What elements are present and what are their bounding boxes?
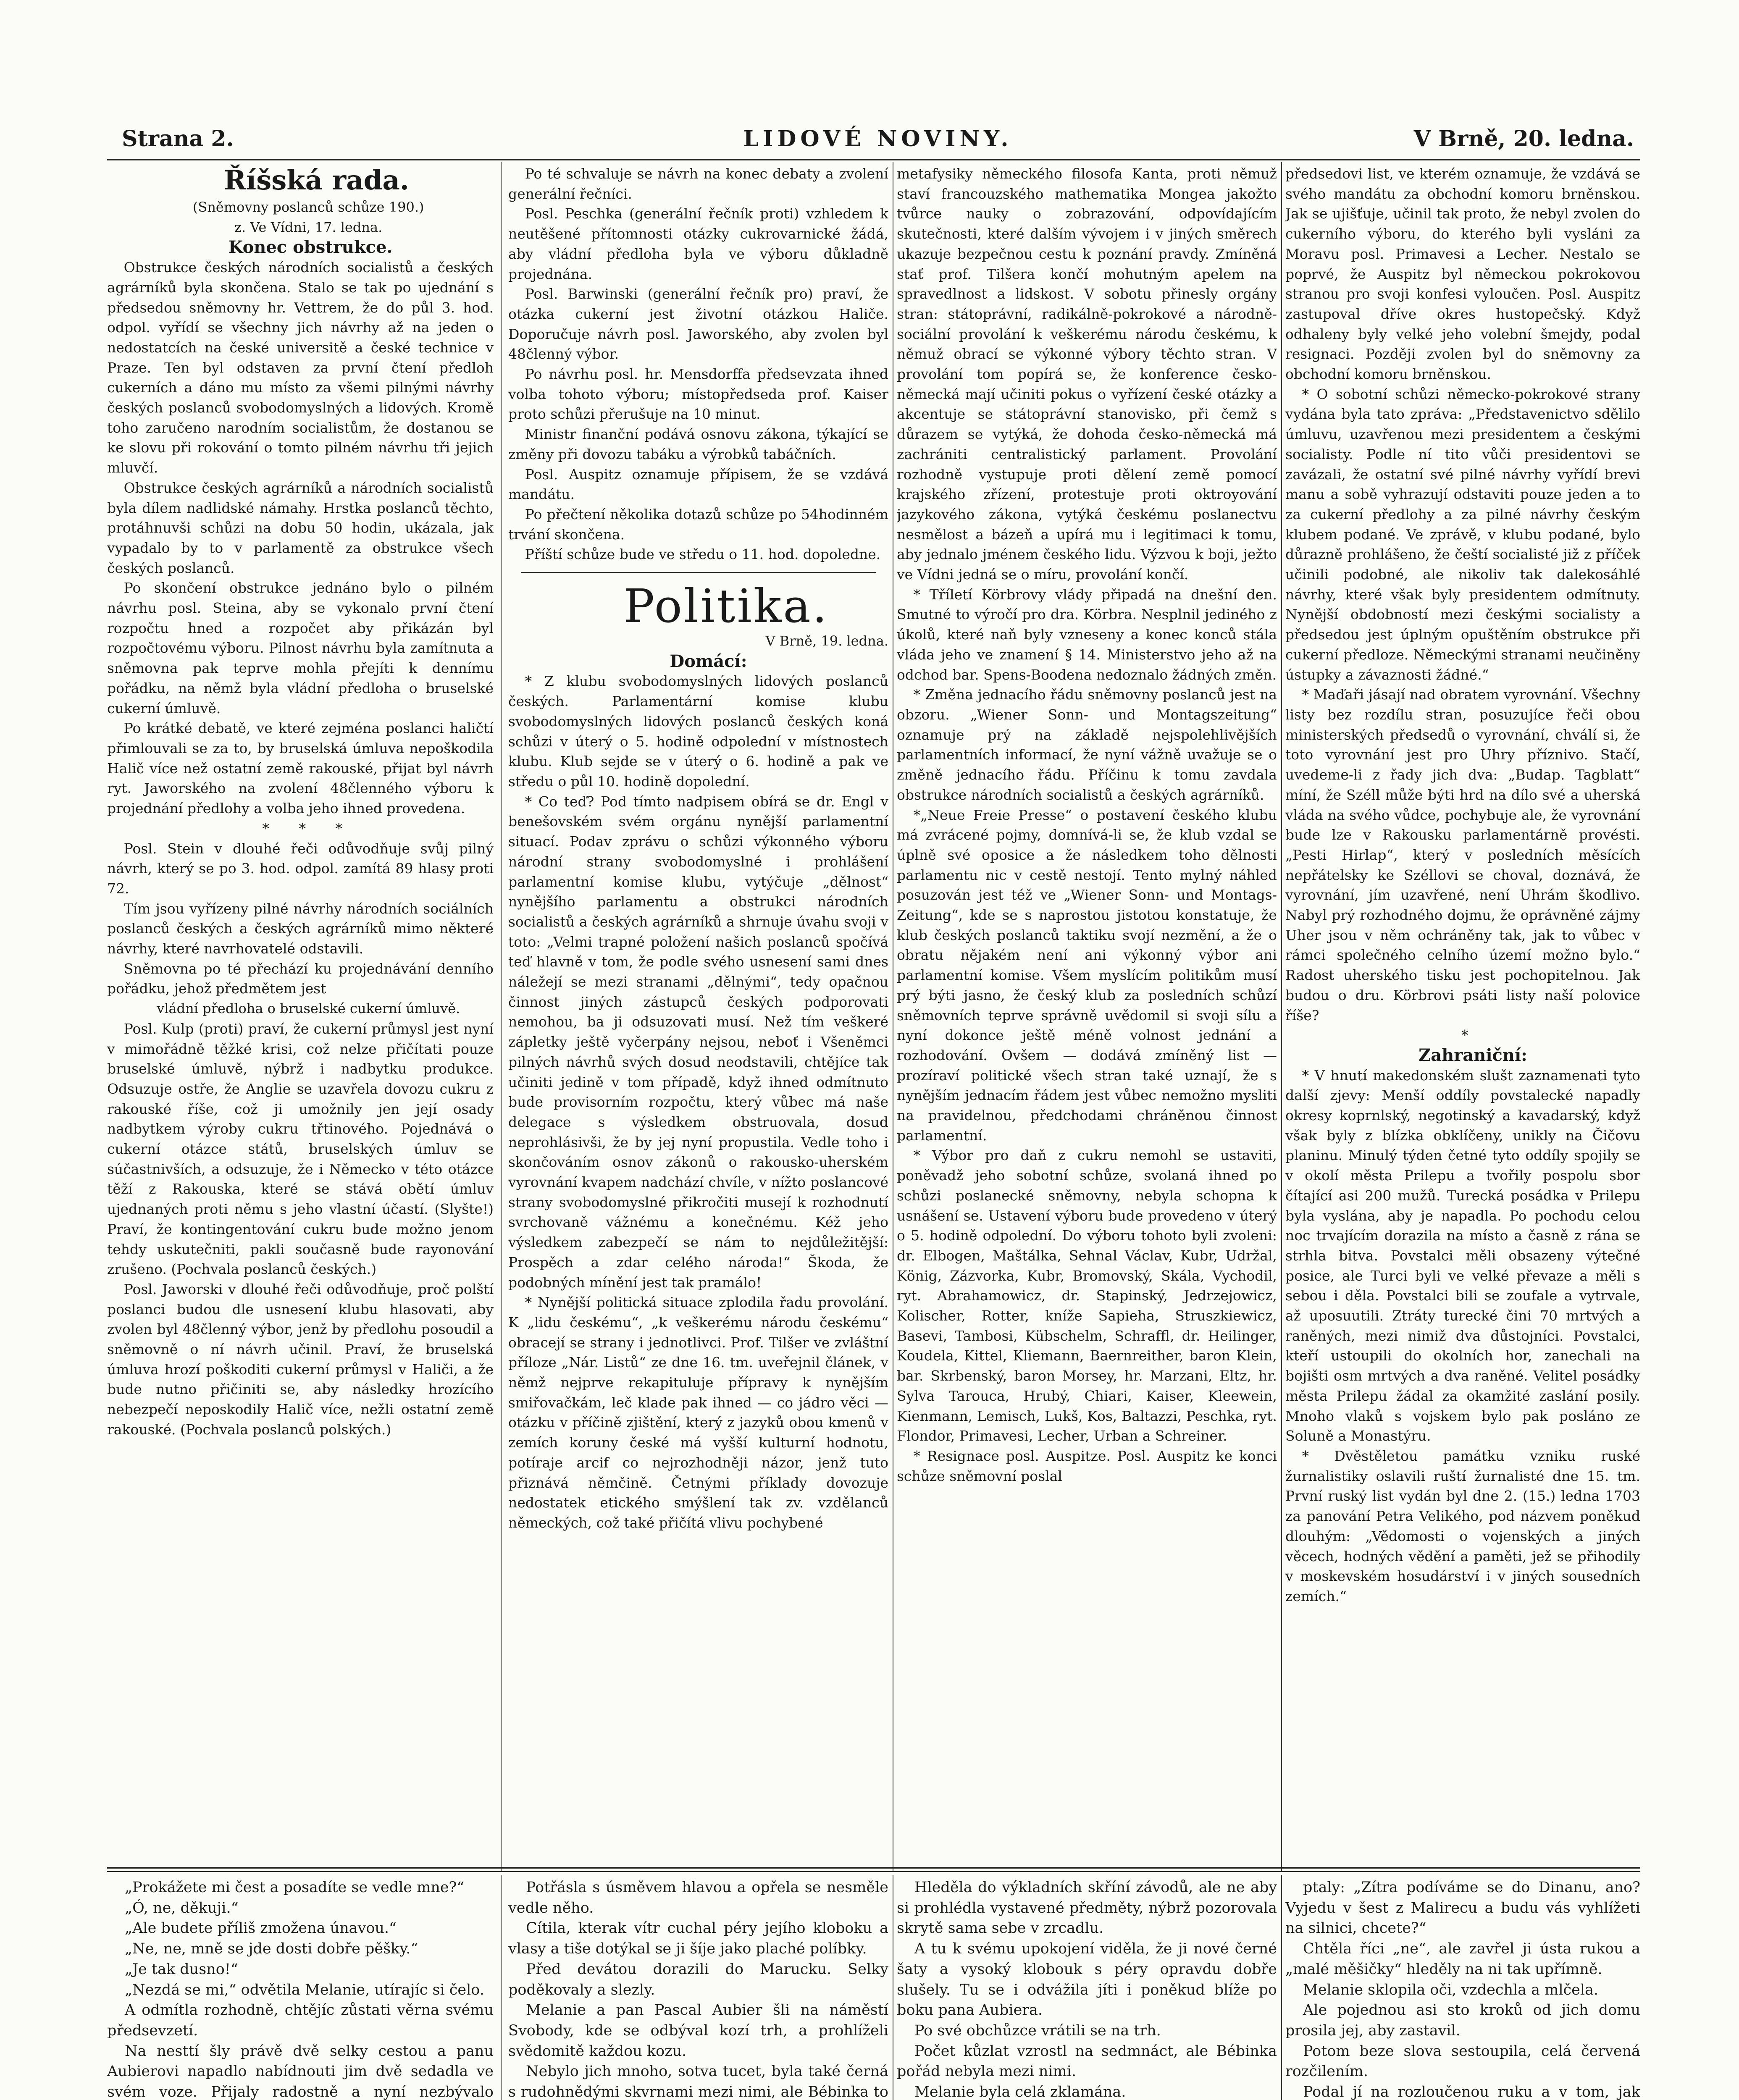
feuilleton-line: Melanie byla celá zklamána. xyxy=(914,2084,1126,2100)
paragraph: Tím jsou vyřízeny pilné návrhy národních sociálních poslanců českých a českých agrárníků mimo některé návrhy, které navrhovatelé odstavili. xyxy=(107,900,494,957)
feuilleton-line: Chtěla říci „ne“, ale zavřel ji ústa rukou a „malé měšičky“ hleděly na ni tak upřímně. xyxy=(1285,1940,1640,1978)
feuilleton-line: Potřásla s úsměvem hlavou a opřela se nesměle vedle něho. xyxy=(508,1879,888,1916)
paragraph: * Co teď? Pod tímto nadpisem obírá se dr. Engl v benešovském svém orgánu nynější parlamentní situací. Podav zprávu o schůzi výkonného výboru národní strany svobodomyslné i prohlášení parlamentní komise klubu, vytýčuje „dělnost“ nynějšího parlamentu a obstrukci národních socialistů a českých agrárníků a shrnuje úvahu svoji v toto: „Velmi trapné položení našich poslanců spočívá teď hlavně v tom, že podle svého usnesení sami dnes náležejí se mezi stranami „dělnými“, tedy opačnou činnost jiných zástupců českých podporovati nemohou, ba ji odsuzovati musí. Než tím veškeré zápletky ještě vyčerpány nejsou, neboť i Všeněmci pilných návrhů svých dosud neodstavili, chtějíce tak učiniti jedině v tom případě, když ihned odmítnuto bude provisorním rozpočtu, který vůbec má naše delegace s výsledkem obstruovala, dosud neprohlásivši, že by jej nyní propustila. Vedle toho i skončováním osnov zákonů o rakousko-uherském vyrovnání kvapem nadchází chvíle, v nížto poslancové strany svobodomyslné přikročiti musejí k rozhodnutí svrchovaně vážnému a konečnému. Kéž jeho výsledkem zabezpečí se nám to nejdůležitější: Prospěch a zdar celého národa!“ Škoda, že podobných mínění jest tak pramálo! xyxy=(508,793,888,1291)
paragraph: Sněmovna po té přechází ku projednávání denního pořádku, jehož předmětem jest xyxy=(107,960,494,997)
feuilleton-line: Po své obchůzce vrátili se na trh. xyxy=(914,2022,1161,2039)
column-divider xyxy=(501,162,502,1871)
feuilleton-line: „Ale budete příliš zmožena únavou.“ xyxy=(125,1920,397,1937)
paragraph: Příští schůze bude ve středu o 11. hod. dopoledne. xyxy=(525,546,881,563)
paragraph: Posl. Auspitz oznamuje přípisem, že se vzdává mandátu. xyxy=(508,466,888,503)
feuilleton-line: Melanie sklopila oči, vzdechla a mlčela. xyxy=(1303,1981,1599,1998)
feuilleton-line: „Ó, ne, děkuji.“ xyxy=(125,1899,239,1916)
feuilleton-column-4 xyxy=(1285,1877,1640,2100)
paragraph: Posl. Barwinski (generální řečník pro) praví, že otázka cukerní jest životní otázkou Haliče. Doporučuje návrh posl. Jaworského, aby zvolen byl 48členný výbor. xyxy=(508,286,888,362)
paragraph: * Dvěstěletou památku vzniku ruské žurnalistiky oslavili ruští žurnalisté dne 15. tm. První ruský list vydán byl dne 2. (15.) ledna 1703 za panování Petra Velikého, pod názvem poněkud dlouhým: „Vědomosti o vojenských a jiných věcech, hodných vědění a paměti, jež se přihodily v moskevském hosudárství i v jiných sousedních zemích.“ xyxy=(1285,1448,1640,1604)
paragraph: Posl. Kulp (proti) praví, že cukerní průmysl jest nyní v mimořádně těžké krisi, což nelze přičítati pouze bruselské úmluvě, nýbrž i nadbytku produkce. Odsuzuje ostře, že Anglie se uzavřela dovozu cukru z rakouské říše, což ji umožnily jen její osady nadbytkem výroby cukru třtinového. Pojednává o cukerní otázce států, bruselských úmluv se súčastnivších, a odsuzuje, že i Německo v této otázce těží z Rakouska, které se stává obětí úmluv ujednaných proti němu s jeho vlastní účastí. (Slyšte!) Praví, že kontingentování cukru bude možno jenom tehdy uskutečniti, pakli současně bude rayonování zrušeno. (Pochvala poslanců českých.) xyxy=(107,1020,494,1278)
article-headline: Konec obstrukce. xyxy=(228,237,393,257)
header-rule xyxy=(107,159,1640,160)
feuilleton-line: Na nesttí šly právě dvě selky cestou a panu Aubierovi napadlo nabídnouti jim dvě sedadla ve svém voze. Přijaly radostně a nyní nezbývalo xyxy=(107,2042,494,2100)
page-number: Strana 2. xyxy=(122,126,234,152)
column-divider xyxy=(1281,1875,1282,2100)
paragraph: *„Neue Freie Presse“ o postavení českého klubu má zvrácené pojmy, domnívá-li se, že klub vzdal se úplně své oposice a že následkem toho dělnosti parlamentu nic v cestě nestojí. Tento mylný náhled posuzován jest též ve „Wiener Sonn- und Montags-Zeitung“, kde se s naprostou jistotou konstatuje, že klub českých poslanců taktiku svojí nezmění, a že o obratu nějakém není ani výkonný výbor ani parlamentní komise. Všem myslícím politikům musí prý býti jasno, že český klub za posledních schůzí sněmovních teprve správně uvědomil si svoji sílu a nyní dokonce ještě méně volnost jednání a rozhodování. Ovšem — dodává zmíněný list — prozíraví politické všech stran také uznají, že s nynějším jednacím řádem jest vůbec nemožno mysliti na pravidelnou, předchodami chráněnou činnost parlamentní. xyxy=(897,806,1277,1144)
feuilleton-line: „Prokážete mi čest a posadíte se vedle mne?“ xyxy=(125,1879,465,1896)
paragraph: Po krátké debatě, ve které zejména poslanci haličtí přimlouvali se za to, by bruselská úmluva nepoškodila Halič více než ostatní země rakouské, přijat byl návrh ryt. Jaworského na zvolení 48členného výboru k projednání předlohy a volba jeho ihned provedena. xyxy=(107,720,494,817)
section-title-politika: Politika. xyxy=(623,579,829,633)
paragraph: * Tříletí Körbrovy vlády připadá na dnešní den. Smutné to výročí pro dra. Körbra. Nesplnil jediného z úkolů, které naň byly vzneseny a konec konců stála vláda jeho ve znamení § 14. Ministerstvo jeho až na odchod bar. Spens-Boodena nedoznalo žádných změn. xyxy=(897,586,1277,683)
feuilleton-line: ptaly: „Zítra podíváme se do Dinanu, ano? Vyjedu v šest z Malirecu a budu vás vyhlížeti na silnici, chcete?“ xyxy=(1285,1879,1640,1937)
paragraph: Posl. Stein v dlouhé řeči odůvodňuje svůj pilný návrh, který se po 3. hod. odpol. zamítá 89 hlasy proti 72. xyxy=(107,840,494,897)
paragraph: Po té schvaluje se návrh na konec debaty a zvolení generální řečníci. xyxy=(508,165,888,202)
section-title: Říšská rada. xyxy=(223,165,410,196)
section-subtitle: (Sněmovny poslanců schůze 190.) xyxy=(192,199,424,215)
feuilleton-line: „Ne, ne, mně se jde dosti dobře pěšky.“ xyxy=(125,1940,418,1958)
separator-stars: * xyxy=(1461,1027,1481,1044)
column-foreign xyxy=(1285,164,1640,1865)
feuilleton-line: Podal jí na rozloučenou ruku a v tom, jak xyxy=(1303,2084,1640,2100)
separator-stars: * * * xyxy=(262,820,355,837)
feuilleton-line: A tu k svému upokojení viděla, že ji nové černé šaty a vysoký klobouk s péry opravdu dobře slušely. Tu se i odvážila jíti i poněkud blíže po boku pana Aubiera. xyxy=(897,1940,1277,2019)
paragraph: Obstrukce českých agrárníků a národních socialistů byla dílem nadlidské námahy. Hrstka poslanců těchto, protáhnuvši schůzi na dobu 50 hodin, ukázala, jak vypadalo by to v parlamentě za obstrukce všech českých poslanců. xyxy=(107,479,494,576)
paragraph: * Z klubu svobodomyslných lidových poslanců českých. Parlamentární komise klubu svobodomyslných lidových poslanců českých koná schůzi v úterý o 5. hodině odpolední v místnostech klubu. Klub sejde se v úterý o 6. hodině a pak ve středu o půl 10. hodině dopolední. xyxy=(508,673,888,790)
paragraph: * Resignace posl. Auspitze. Posl. Auspitz ke konci schůze sněmovní poslal xyxy=(897,1448,1277,1484)
feuilleton-line: Melanie a pan Pascal Aubier šli na náměstí Svobody, kde se odbýval kozí trh, a prohlíželi svědomitě každou kozu. xyxy=(508,2002,888,2060)
section-rule xyxy=(521,572,876,573)
paragraph: Po přečtení několika dotazů schůze po 54hodinném trvání skončena. xyxy=(508,506,888,543)
paragraph: Obstrukce českých národních socialistů a českých agrárníků byla skončena. Stalo se tak po ujednání s předsedou sněmovny hr. Vettrem, že do půl 3. hod. odpol. vyřídí se všechny jich návrhy až na jeden o nedostatcích na české universitě a české technice v Praze. Ten byl odstaven za první čtení předloh cukerních a dáno mu místo za všemi pilnými návrhy českých poslanců svobodomyslných a lidových. Kromě toho zaručeno narodním socialistům, že dostanou se ke slovu při rokování o tomto pilném návrhu tři jejich mluvčí. xyxy=(107,259,494,476)
feuilleton-line: A odmítla rozhodně, chtějíc zůstati věrna svému předsevzetí. xyxy=(107,2002,494,2039)
column-reichsrat xyxy=(107,164,494,1865)
paragraph: Posl. Jaworski v dlouhé řeči odůvodňuje, proč polští poslanci budou dle usnesení klubu hlasovati, aby zvolen byl 48členný výbor, jenž by předlohu posoudil a sněmovně o ní návrh učinil. Praví, že bruselská úmluva hrozí poškoditi cukerní průmysl v Haliči, a že bude nutno přičiniti se, aby následky hrozícího nebezpečí neposkodily Halič více, nežli ostatní země rakouské. (Pochvala poslanců polských.) xyxy=(107,1281,494,1438)
masthead: LIDOVÉ NOVINY. xyxy=(743,126,1013,152)
page-header xyxy=(122,126,1634,164)
feuilleton-line: Před devátou dorazili do Marucku. Selky poděkovaly a slezly. xyxy=(508,1961,888,1998)
paragraph: Po návrhu posl. hr. Mensdorffa předsevzata ihned volba tohoto výboru; místopředseda prof. Kaiser proto schůzi přerušuje na 10 minut. xyxy=(508,366,888,423)
feuilleton-rule-thin xyxy=(107,1871,1640,1872)
paragraph: * O sobotní schůzi německo-pokrokové strany vydána byla tato zpráva: „Představenictvo sdělilo úmluvu, uzavřenou mezi presidentem a českými socialisty. Podle ní tito vůči presidentovi se zavázali, že ostatní své pilné návrhy vyřídí brevi manu a sobě vyhrazují odstaviti pouze jeden a to za cukerní předlohy a za pilné návrhy českým klubem podané. Ve zprávě, v klubu podané, bylo důrazně prohlášeno, že čeští socialisté již z příček učinili podobné, ale nikoliv tak dalekosáhlé návrhy, které však byly presidentem odmítnuty. Nynější obdobností mezi českými socialisty a předsedou jest úplným opuštěním obstrukce při cukerní předloze. Německými stranami neučiněny ústupky a závaznosti žádné.“ xyxy=(1285,386,1640,683)
paragraph: * Změna jednacího řádu sněmovny poslanců jest na obzoru. „Wiener Sonn- und Montagszeitung“ oznamuje prý na základě nejspolehlivějších parlamentních informací, že nyní vážně uvažuje se o změně jednacího řádu. Příčinu k tomu zavdala obstrukce národních socialistů a českých agrárníků. xyxy=(897,686,1277,803)
feuilleton-column-1 xyxy=(107,1877,494,2100)
feuilleton-line: Počet kůzlat vzrostl na sedmnáct, ale Bébinka pořád nebyla mezi nimi. xyxy=(897,2042,1277,2080)
feuilleton-line: Hleděla do výkladních skříní závodů, ale ne aby si prohlédla vystavené předměty, nýbrž pozorovala skrytě sama sebe v zrcadlu. xyxy=(897,1879,1277,1937)
feuilleton-line: Potom beze slova sestoupila, celá červená rozčilením. xyxy=(1285,2042,1640,2080)
paragraph: metafysiky německého filosofa Kanta, proti němuž staví francouzského mathematika Mongea jakožto tvůrce nauky o zobrazování, odpovídajícím skutečnosti, které dalším vývojem i v jiných směrech ukazuje bezpečnou cestu k poznání pravdy. Zmíněná stať prof. Tilšera končí mohutným apelem na spravedlnost a lidskost. V sobotu přinesly orgány stran: státoprávní, radikálně-pokrokové a národně-sociální provolání k veškerému národu českému, k němuž obrací se výkonné výbory těchto stran. V provolání tom popírá se, že konference česko-německá mají učiniti pokus o vyřízení české otázky a akcentuje se státoprávní stanovisko, při čemž s důrazem se vytýká, že dohoda česko-německá má zachrániti centralistický parlament. Provolání rozhodně vystupuje proti dělení země pomocí krajského zřízení, protestuje proti oktroyování jazykového zákona, vytýká českému poslanectvu nesmělost a bázeň a upírá mu i legitimaci k tomu, aby jednalo jménem českého lidu. Výzvou k boji, ježto ve Vídni jedná se o míru, provolání končí. xyxy=(897,165,1277,583)
feuilleton-rule xyxy=(107,1867,1640,1869)
paragraph: Posl. Peschka (generální řečník proti) vzhledem k neutěšené přítomnosti otázky cukrovarnické žádá, aby vládní předloha byla ve výboru důkladně projednána. xyxy=(508,205,888,282)
feuilleton-column-3 xyxy=(897,1877,1277,2100)
dateline: V Brně, 19. ledna. xyxy=(765,633,888,649)
paragraph: předsedovi list, ve kterém oznamuje, že vzdává se svého mandátu za obchodní komoru brněnskou. Jak se ujišťuje, učinil tak proto, že nebyl zvolen do cukerního výboru, do kterého byli vysláni za Moravu posl. Primavesi a Lecher. Nestalo se poprvé, že Auspitz byl německou pokrokovou stranou pro svoji konfesi vyloučen. Posl. Auspitz zastupoval dříve okres hustopečský. Když odhaleny byly velké jeho volební šmejdy, podal resignaci. Později zvolen byl do sněmovny za obchodní komoru brněnskou. xyxy=(1285,165,1640,383)
paragraph: * Výbor pro daň z cukru nemohl se ustaviti, poněvadž jeho sobotní schůze, svolaná ihned po schůzi poslanecké sněmovny, nebyla schopna k usnášení se. Ustavení výboru bude provedeno v úterý o 5. hodině odpolední. Do výboru tohoto byli zvoleni: dr. Elbogen, Maštálka, Sehnal Václav, Kubr, Udržal, König, Zázvorka, Kubr, Bromovský, Skála, Vychodil, ryt. Abrahamowicz, dr. Stapinský, Jedrzejowicz, Kolischer, Rotter, kníže Sapieha, Struszkiewicz, Basevi, Tambosi, Kübschelm, Schraffl, dr. Heilinger, Koudela, Kittel, Kliemann, Baernreither, baron Klein, bar. Skrbenský, baron Morsey, hr. Marzani, Eltz, hr. Sylva Tarouca, Hrubý, Chiari, Kaiser, Kleewein, Kienmann, Lemisch, Lukš, Kos, Baltazzi, Peschka, ryt. Flondor, Primavesi, Lecher, Urban a Schreiner. xyxy=(897,1147,1277,1444)
dateline: z. Ve Vídni, 17. ledna. xyxy=(234,219,383,235)
feuilleton-line: Ale pojednou asi sto kroků od jich domu prosila jej, aby zastavil. xyxy=(1285,2002,1640,2039)
paragraph: Po skončení obstrukce jednáno bylo o pilném návrhu posl. Steina, aby se vykonalo první čtení rozpočtu hned a rozpočet aby přikázán byl rozpočtovému výboru. Pilnost návrhu byla zamítnuta a sněmovna pak teprve mohla přejíti k dennímu pořádku, na němž byla vládní předloha o bruselské cukerní úmluvě. xyxy=(107,580,494,717)
column-divider xyxy=(1281,162,1282,1871)
paragraph: Ministr finanční podává osnovu zákona, týkající se změny při dovozu tabáku a výrobků tabáčních. xyxy=(508,426,888,462)
feuilleton-column-2 xyxy=(508,1877,888,2100)
column-divider xyxy=(501,1875,502,2100)
feuilleton-line: Cítila, kterak vítr cuchal péry jejího kloboku a vlasy a tiše dotýkal se ji šíje jako plaché políbky. xyxy=(508,1920,888,1958)
subsection-domestic: Domácí: xyxy=(670,651,747,671)
column-politics-cont xyxy=(897,164,1277,1865)
paragraph: * Maďaři jásají nad obratem vyrovnání. Všechny listy bez rozdílu stran, posuzujíce řeči obou ministerských předsedů o vyrovnání, chválí si, že toto vyrovnání jest pro Uhry příznivo. Stačí, uvedeme-li z řady jich dva: „Budap. Tagblatt“ míní, že Széll může býti hrd na dílo své a uherská vláda na svého vůdce, pochybuje ale, že vyrovnání bude lze v Rakousku parlamentárně provésti. „Pesti Hirlap“, který v posledních měsících nepřátelsky ke Széllovi se choval, doznává, že vyrovnání, jím uzavřené, není Uhrám škodlivo. Nabyl prý rozhodného dojmu, že oprávněné zájmy Uher jsou v něm ochráněny tak, jak to vůbec v rámci společného celního území možno bylo.“ Radost uherského tisku jest pochopitelnou. Jak budou o dru. Körbrovi psáti listy naší polovice říše? xyxy=(1285,686,1640,1024)
paragraph: * Nynější politická situace zplodila řadu provolání. K „lidu českému“, „k veškerému národu českému“ obracejí se strany i jednotlivci. Prof. Tilšer ve zvláštní příloze „Nár. Listů“ ze dne 16. tm. uveřejnil článek, v němž nejprve rekapituluje přípravy k nynějším smiřovačkám, leč klade pak ihned — co jádro věci — otázku v příčině zjištění, který z jazyků obou kmenů v zemích koruny české má vyšší kulturní hodnotu, potíraje arcif co nejrozhodněji názor, jenž tuto přiznává němčině. Četnými příklady dovozuje nedostatek etického smýšlení tak zv. vzdělanců německých, což také přičítá vlivu pochybené xyxy=(508,1294,888,1531)
feuilleton-line: „Je tak dusno!“ xyxy=(125,1961,238,1978)
paragraph: * V hnutí makedonském slušt zaznamenati tyto další zjevy: Menší oddíly povstalecké napadly okresy koprnlský, negotinský a kavadarský, když však byly z blízka obklíčeny, unikly na Čičovu planinu. Minulý týden četné tyto oddíly spojily se v okolí města Prilepu a tvořily pospolu sbor čítající asi 200 mužů. Turecká posádka v Prilepu byla vyslána, aby je napadla. Po pochodu celou noc trvajícím dorazila na místo a časně z rána se strhla bitva. Povstalci měli obsazeny výtečné posice, ale Turci byli ve velké převaze a měli s sebou i děla. Povstalci bili se zoufale a vytrvale, až uposuutili. Ztráty turecké čini 70 mrtvých a raněných, mezi nimiž dva důstojníci. Povstalci, kteří ustoupili do okolních hor, zanechali na bojišti osm mrtvých a dva raněné. Velitel posádky města Prilepu žádal za okamžité zaslání posily. Mnoho vlaků s vojskem bylo pak posláno ze Soluně a Monastýru. xyxy=(1285,1067,1640,1444)
issue-date: V Brně, 20. ledna. xyxy=(1413,126,1634,152)
paragraph: vládní předloha o bruselské cukerní úmluvě. xyxy=(157,1000,460,1017)
subsection-foreign: Zahraniční: xyxy=(1419,1045,1527,1065)
column-politics xyxy=(508,164,888,1865)
feuilleton-line: „Nezdá se mi,“ odvětila Melanie, utírajíc si čelo. xyxy=(125,1981,484,1998)
feuilleton-line: Nebylo jich mnoho, sotva tucet, byla také černá s rudohnědými skvrnami mezi nimi, ale Bébinka to xyxy=(508,2063,888,2100)
